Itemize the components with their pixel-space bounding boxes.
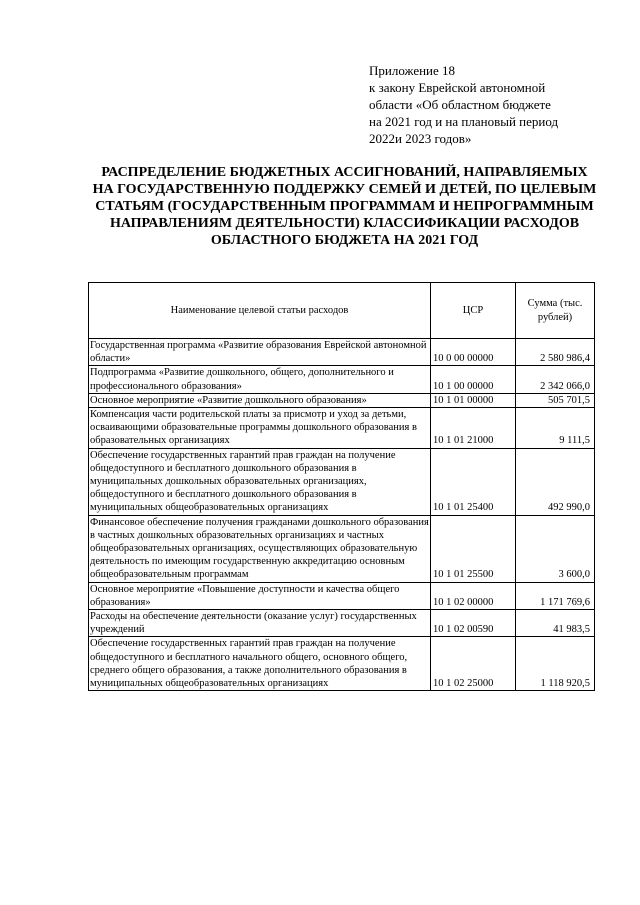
document-title: РАСПРЕДЕЛЕНИЕ БЮДЖЕТНЫХ АССИГНОВАНИЙ, НАПРАВЛЯЕМЫХ НА ГОСУДАРСТВЕННУЮ ПОДДЕРЖКУ СЕМЕЙ И ДЕТЕЙ, ПО ЦЕЛЕВЫМ СТАТЬЯМ (ГОСУДАРСТВЕННЫМ ПРОГРАММАМ И НЕПРОГРАММНЫМ НАПРАВЛЕНИЯМ ДЕЯТЕЛЬНОСТИ) КЛАССИФИКАЦИИ РАСХОДОВ ОБЛАСТНОГО БЮДЖЕТА НА 2021 ГОД <box>92 165 597 248</box>
row-code: 10 1 00 00000 <box>431 366 516 393</box>
appendix-line: Приложение 18 <box>369 63 456 78</box>
row-code: 10 1 02 00000 <box>431 582 516 609</box>
appendix-line: 2022и 2023 годов» <box>369 131 472 146</box>
row-sum: 9 111,5 <box>516 408 595 449</box>
table-row <box>89 637 595 691</box>
row-code: 10 1 01 25400 <box>431 448 516 515</box>
row-code: 10 0 00 00000 <box>431 339 516 366</box>
row-code: 10 1 02 25000 <box>431 637 516 691</box>
appendix-line: к закону Еврейской автономной <box>369 80 546 95</box>
row-name: Компенсация части родительской платы за присмотр и уход за детьми, осваивающими образовательные программы дошкольного образования в образовательных организациях <box>89 408 431 449</box>
table-row <box>89 582 595 609</box>
header-code: ЦСР <box>431 283 516 339</box>
row-sum: 492 990,0 <box>516 448 595 515</box>
row-code: 10 1 01 21000 <box>431 408 516 449</box>
table-row <box>89 339 595 366</box>
row-code: 10 1 01 25500 <box>431 515 516 582</box>
row-code: 10 1 02 00590 <box>431 610 516 637</box>
row-sum: 2 342 066,0 <box>516 366 595 393</box>
header-name: Наименование целевой статьи расходов <box>89 283 431 339</box>
row-name: Финансовое обеспечение получения гражданами дошкольного образования в частных дошкольных образовательных организациях и частных общеобразовательных организациях, осуществляющих образовательную деятельность по имеющим государственную аккредитацию основным общеобразовательным программам <box>90 516 429 581</box>
row-sum: 2 580 986,4 <box>516 339 595 366</box>
table-row <box>89 408 595 449</box>
row-sum: 1 118 920,5 <box>516 637 595 691</box>
table-row <box>89 515 595 582</box>
table-header-row <box>89 283 595 339</box>
row-name: Обеспечение государственных гарантий прав граждан на получение общедоступного и бесплатного дошкольного образования в муниципальных дошкольных образовательных организациях, общедоступного и бесплатного дошкольного образования в муниципальных общеобразовательных организациях <box>89 448 431 515</box>
appendix-line: области «Об областном бюджете <box>369 97 551 112</box>
row-sum: 41 983,5 <box>516 610 595 637</box>
row-name: Государственная программа «Развитие образования Еврейской автономной области» <box>89 339 431 366</box>
budget-table <box>88 282 595 691</box>
row-sum: 1 171 769,6 <box>516 582 595 609</box>
appendix-note <box>369 62 591 147</box>
table-row <box>89 393 595 407</box>
row-name: Основное мероприятие «Повышение доступности и качества общего образования» <box>89 582 431 609</box>
table-row <box>89 366 595 393</box>
row-name: Подпрограмма «Развитие дошкольного, общего, дополнительного и профессионального образования» <box>89 366 431 393</box>
row-name: Расходы на обеспечение деятельности (оказание услуг) государственных учреждений <box>89 610 431 637</box>
row-sum: 3 600,0 <box>516 515 595 582</box>
row-name: Обеспечение государственных гарантий прав граждан на получение общедоступного и бесплатного начального общего, основного общего, среднего общего образования, а также дополнительного образования в муниципальных общеобразовательных организациях <box>89 637 431 691</box>
row-name: Основное мероприятие «Развитие дошкольного образования» <box>89 393 431 407</box>
row-sum: 505 701,5 <box>516 393 595 407</box>
row-code: 10 1 01 00000 <box>431 393 516 407</box>
header-sum: Сумма (тыс. рублей) <box>516 283 595 339</box>
table-row <box>89 610 595 637</box>
table-row <box>89 448 595 515</box>
appendix-line: на 2021 год и на плановый период <box>369 114 559 129</box>
